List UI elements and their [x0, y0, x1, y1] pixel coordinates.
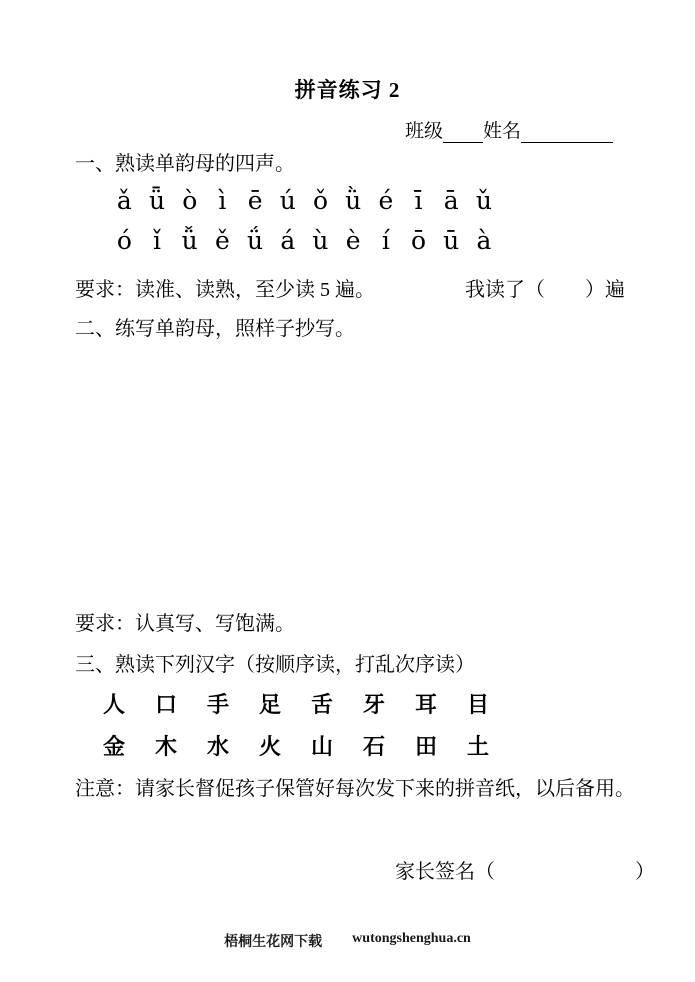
- section1-requirement-line: [75, 273, 625, 302]
- pinyin-row-1: ǎ ǖ ò ì ē ú ǒ ǜ é ī ā ǔ: [116, 186, 492, 215]
- name-blank-field: [521, 121, 613, 143]
- section1-requirement: 要求：读准、读熟，至少读 5 遍。: [75, 279, 375, 301]
- notice-text: 注意：请家长督促孩子保管好每次发下来的拼音纸，以后备用。: [75, 778, 635, 800]
- section2-requirement: 要求：认真写、写饱满。: [75, 613, 295, 635]
- section3-heading: 三、熟读下列汉字（按顺序读，打乱次序读）: [75, 654, 475, 676]
- hanzi-row-2: 金 木 水 火 山 石 田 土: [102, 734, 489, 759]
- read-count-blank: 我读了（ ）遍: [465, 279, 625, 301]
- pinyin-row-2: ó ǐ ǚ ě ǘ á ù è í ō ū à: [116, 226, 492, 255]
- footer-site-name: 梧桐生花网下载: [224, 935, 323, 950]
- page-footer: [0, 931, 695, 951]
- parent-signature-line: 家长签名（ ）: [395, 861, 655, 883]
- footer-site-url: wutongshenghua.cn: [352, 931, 471, 946]
- hanzi-row-1: 人 口 手 足 舌 牙 耳 目: [102, 692, 489, 717]
- name-label: 姓名: [483, 121, 522, 142]
- header-id-line: [405, 116, 613, 143]
- page-title: 拼音练习 2: [294, 78, 401, 102]
- class-blank-field: [443, 121, 483, 143]
- section2-heading: 二、练写单韵母，照样子抄写。: [75, 318, 355, 340]
- class-label: 班级: [405, 121, 444, 142]
- section1-heading: 一、熟读单韵母的四声。: [75, 153, 295, 175]
